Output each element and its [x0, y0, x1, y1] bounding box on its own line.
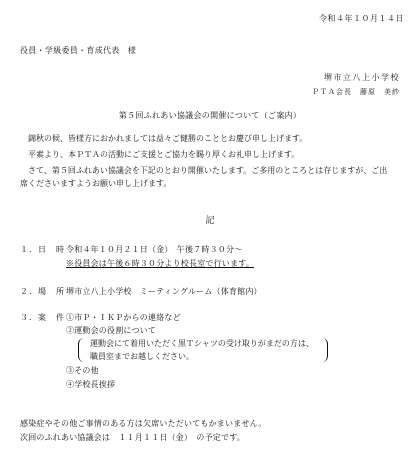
footer-note-2: 次回のふれあい協議会は １１月１１日（金） の予定です。 [20, 433, 245, 442]
greeting-paragraph-1: 錦秋の候、皆様方におかれましては益々ご健勝のこととお慶び申し上げます。 [20, 134, 308, 143]
greeting-paragraph-3-line-1: さて、第５回ふれあい協議会を下記のとおり開催いたします。ご多用のところとは存じますが、ご出 [20, 166, 388, 175]
item-place-value: 堺市立八上小学校 ミーティングルーム（体育館内） [66, 287, 262, 296]
greeting-paragraph-3 [20, 165, 387, 190]
footer-note-1: 感染症やその他ご事情のある方は欠席いただいてもかまいません。 [20, 419, 267, 428]
agenda-note-line-1: 運動会にて着用いただく黒Ｔシャツの受け取りがまだの方は、 [90, 339, 314, 348]
item-datetime-label: １．日 時 [20, 245, 65, 254]
item-place-label: ２．場 所 [20, 287, 65, 296]
agenda-note-line-2: 職員室までお越しください。 [90, 352, 194, 361]
agenda-item-4: ④学校長挨拶 [66, 380, 116, 389]
document-title: 第５回ふれあい協議会の開催について（ご案内） [118, 111, 302, 120]
agenda-item-3: ③その他 [66, 366, 99, 375]
item-datetime-value: 令和４年１０月２１日（金） 午後７時３０分～ [66, 245, 243, 254]
item-agenda-label: ３．案 件 [20, 313, 65, 322]
sender-school: 堺市立八上小学校 [324, 73, 400, 82]
greeting-paragraph-2: 平素より、本ＰＴＡの活動にご支援とご協力を賜り厚くお礼申し上げます。 [20, 150, 300, 159]
item-datetime-note: ※役員会は午後６時３０分より校長室で行います。 [66, 259, 254, 268]
addressee: 役員・学級委員・育成代表 様 [20, 46, 137, 55]
ki-heading: 記 [205, 216, 215, 226]
issue-date: 令和４年１０月１４日 [319, 14, 404, 23]
greeting-paragraph-3-line-2: 席くださいますようお願い申し上げます。 [20, 178, 172, 188]
agenda-item-2: ②運動会の役割について [66, 326, 157, 335]
sender-pta-president: ＰＴＡ会長 藤原 美紗 [312, 88, 400, 96]
agenda-item-1: ①市Ｐ・ＩＫＰからの連絡など [66, 313, 181, 322]
